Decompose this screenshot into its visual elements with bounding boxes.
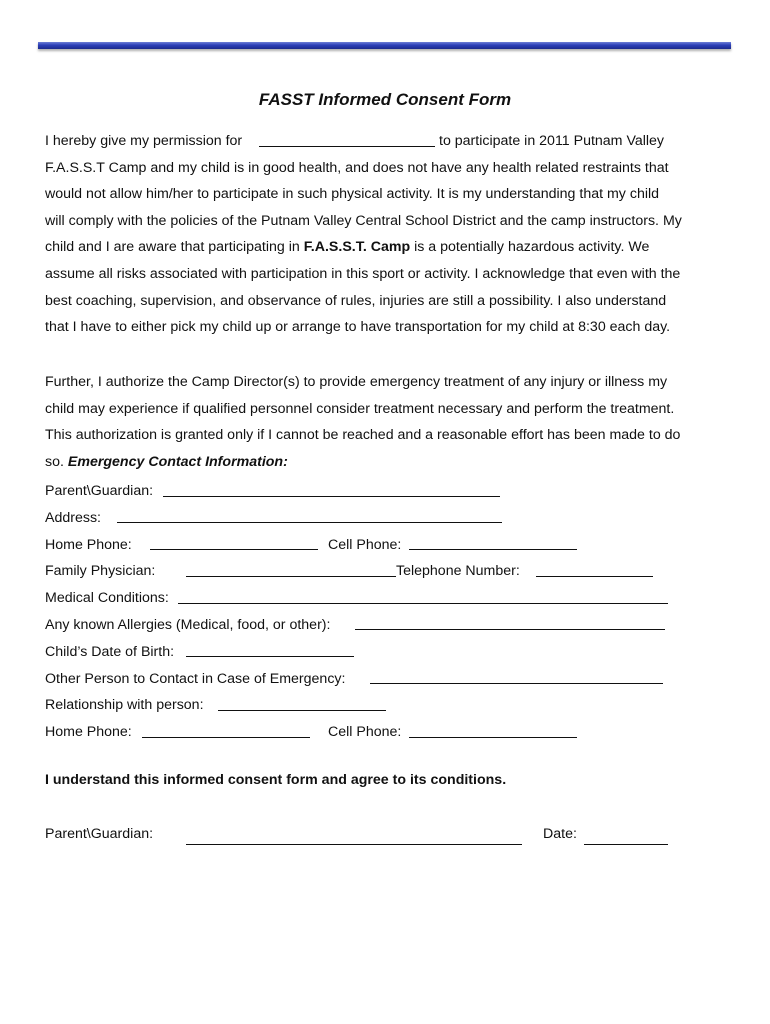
phone-row	[45, 532, 745, 559]
form-title: FASST Informed Consent Form	[258, 90, 512, 109]
paragraph-line: This authorization is granted only if I cannot be reached and a reasonable effort has been made to do	[45, 427, 681, 444]
paragraph-line: child may experience if qualified personnel consider treatment necessary and perform the treatment.	[45, 400, 675, 417]
allergies-field[interactable]	[355, 629, 665, 630]
paragraph-line: F.A.S.S.T Camp and my child is in good health, and does not have any health related restraints that	[45, 159, 669, 176]
relationship-field[interactable]	[218, 710, 386, 711]
field-label: Home Phone:	[45, 536, 132, 553]
contact-phone-row	[45, 719, 745, 746]
paragraph-line	[45, 449, 735, 476]
field-label: Any known Allergies (Medical, food, or other):	[45, 616, 331, 633]
date-field[interactable]	[584, 844, 668, 845]
field-label: Home Phone:	[45, 724, 132, 741]
consent-paragraph	[45, 128, 735, 341]
field-label: Medical Conditions:	[45, 590, 169, 607]
field-label: Relationship with person:	[45, 697, 204, 714]
physician-row	[45, 558, 745, 585]
paragraph-text: is a potentially hazardous activity. We	[414, 239, 650, 256]
camp-name-bold: F.A.S.S.T. Camp	[303, 239, 411, 256]
allergies-row	[45, 612, 745, 639]
telephone-number-field[interactable]	[536, 576, 653, 577]
field-label: Child’s Date of Birth:	[45, 643, 175, 660]
field-label: Address:	[45, 509, 101, 526]
field-label: Date:	[543, 826, 577, 842]
paragraph-line: will comply with the policies of the Putnam Valley Central School District and the camp instructors. My	[45, 212, 682, 229]
emergency-contact-fields	[45, 478, 745, 746]
paragraph-text: I hereby give my permission for	[45, 133, 243, 149]
address-field[interactable]	[117, 522, 502, 523]
paragraph-line	[45, 234, 735, 261]
paragraph-text: to participate in 2011 Putnam Valley	[439, 133, 665, 149]
field-label: Family Physician:	[45, 563, 156, 580]
cell-phone-field[interactable]	[409, 549, 577, 550]
relationship-row	[45, 692, 745, 719]
contact-home-phone-field[interactable]	[142, 737, 310, 738]
medical-conditions-field[interactable]	[178, 603, 668, 604]
parent-guardian-row	[45, 478, 745, 505]
field-label: Other Person to Contact in Case of Emergency:	[45, 670, 346, 687]
field-label: Telephone Number:	[396, 563, 520, 580]
paragraph-text: so.	[45, 453, 64, 470]
paragraph-text: child and I are aware that participating in	[45, 239, 300, 256]
authorization-paragraph	[45, 369, 735, 475]
field-label: Cell Phone:	[328, 536, 402, 553]
field-label: Cell Phone:	[328, 724, 402, 741]
child-name-field[interactable]	[259, 146, 435, 147]
field-label: Parent\Guardian:	[45, 483, 154, 499]
family-physician-field[interactable]	[186, 576, 396, 577]
child-dob-field[interactable]	[186, 656, 354, 657]
paragraph-line	[45, 128, 735, 155]
emergency-contact-heading: Emergency Contact Information:	[67, 453, 288, 470]
paragraph-line: would not allow him/her to participate in such physical activity. It is my understanding that my child	[45, 186, 660, 203]
agreement-statement: I understand this informed consent form and agree to its conditions.	[45, 772, 507, 788]
home-phone-field[interactable]	[150, 549, 318, 550]
signature-row	[45, 826, 745, 852]
paragraph-line: Further, I authorize the Camp Director(s) to provide emergency treatment of any injury or illness my	[45, 374, 668, 390]
address-row	[45, 505, 745, 532]
paragraph-line: that I have to either pick my child up or arrange to have transportation for my child at 8:30 each day.	[45, 319, 671, 336]
signature-field[interactable]	[186, 844, 522, 845]
other-contact-field[interactable]	[370, 683, 663, 684]
contact-cell-phone-field[interactable]	[409, 737, 577, 738]
medical-conditions-row	[45, 585, 745, 612]
paragraph-line: best coaching, supervision, and observance of rules, injuries are still a possibility. I also understand	[45, 292, 667, 309]
other-contact-row	[45, 666, 745, 693]
paragraph-line: assume all risks associated with participation in this sport or activity. I acknowledge that even with the	[45, 265, 681, 282]
child-dob-row	[45, 639, 745, 666]
header-rule	[38, 42, 731, 49]
parent-guardian-field[interactable]	[163, 496, 500, 497]
field-label: Parent\Guardian:	[45, 826, 154, 842]
